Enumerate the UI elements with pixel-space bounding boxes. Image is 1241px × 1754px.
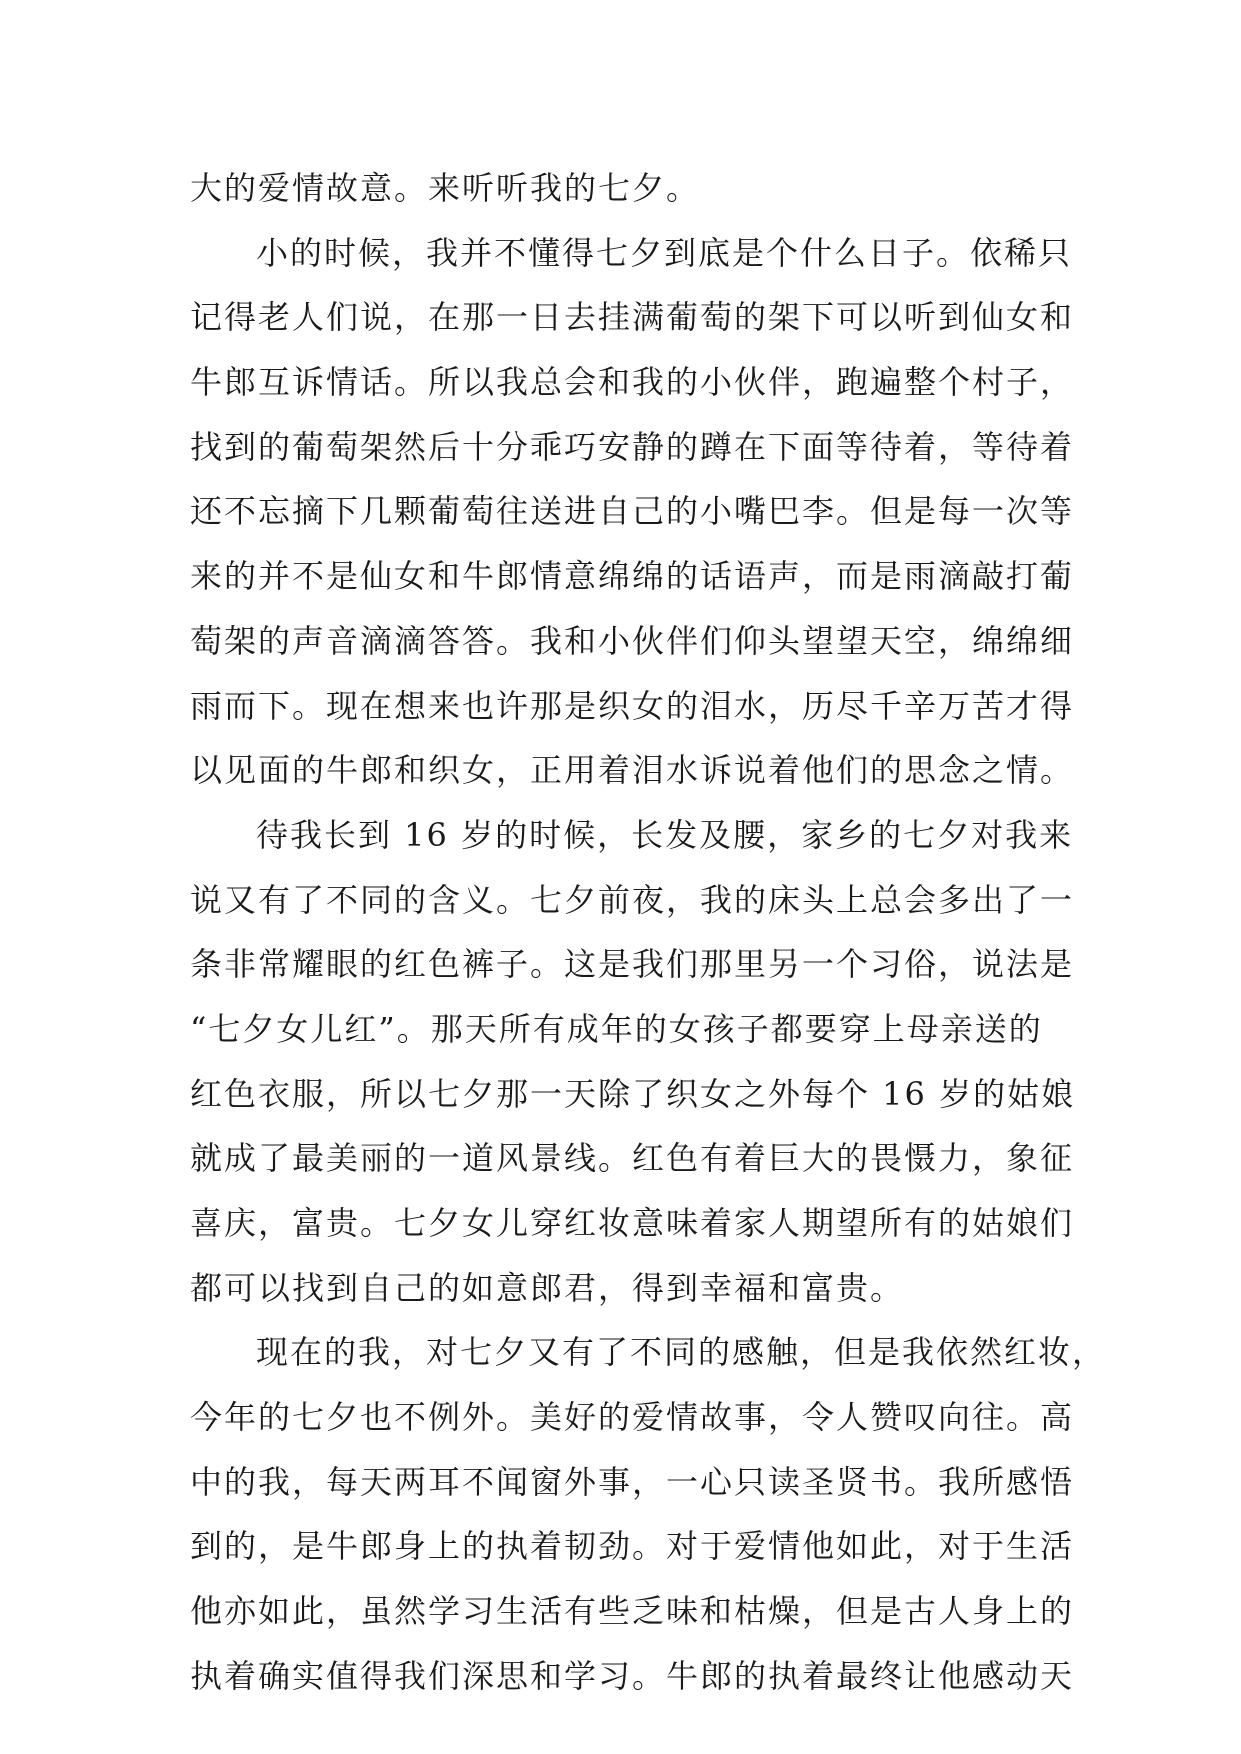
text-line: 中的我，每天两耳不闻窗外事，一心只读圣贤书。我所感悟 [190,1462,1075,1501]
text-line: 牛郎互诉情话。所以我总会和我的小伙伴，跑遍整个村子， [190,363,1075,402]
document-body [190,156,1107,1709]
text-line: “七夕女儿红”。那天所有成年的女孩子都要穿上母亲送的 [190,1009,1043,1048]
text-line: 来的并不是仙女和牛郎情意绵绵的话语声，而是雨滴敲打葡 [190,557,1075,596]
text-line: 雨而下。现在想来也许那是织女的泪水，历尽千辛万苦才得 [190,686,1075,725]
text-line: 红色衣服，所以七夕那一天除了织女之外每个 16 岁的姑娘 [190,1074,1076,1113]
text-line: 以见面的牛郎和织女，正用着泪水诉说着他们的思念之情。 [190,751,1075,790]
text-line: 找到的葡萄架然后十分乖巧安静的蹲在下面等待着，等待着 [190,427,1075,466]
text-line: 说又有了不同的含义。七夕前夜，我的床头上总会多出了一 [190,880,1075,919]
text-line: 还不忘摘下几颗葡萄往送进自己的小嘴巴李。但是每一次等 [190,492,1075,531]
text-line: 大的爱情故意。来听听我的七夕。 [190,169,701,207]
text-line: 条非常耀眼的红色裤子。这是我们那里另一个习俗，说法是 [190,945,1075,984]
text-line: 他亦如此，虽然学习生活有些乏味和枯燥，但是古人身上的 [190,1592,1075,1631]
text-line: 到的，是牛郎身上的执着韧劲。对于爱情他如此，对于生活 [190,1527,1075,1566]
text-line: 就成了最美丽的一道风景线。红色有着巨大的畏慑力，象征 [190,1139,1075,1178]
text-line: 待我长到 16 岁的时候，长发及腰，家乡的七夕对我来 [256,815,1074,854]
text-line: 今年的七夕也不例外。美好的爱情故事，令人赞叹向往。高 [190,1398,1075,1437]
text-line: 萄架的声音滴滴答答。我和小伙伴们仰头望望天空，绵绵细 [190,621,1075,660]
text-line: 执着确实值得我们深思和学习。牛郎的执着最终让他感动天 [190,1656,1075,1695]
text-line: 现在的我，对七夕又有了不同的感触，但是我依然红妆， [256,1333,1107,1372]
text-line: 记得老人们说，在那一日去挂满葡萄的架下可以听到仙女和 [190,298,1075,337]
text-line: 都可以找到自己的如意郎君，得到幸福和富贵。 [190,1268,905,1307]
text-line: 小的时候，我并不懂得七夕到底是个什么日子。依稀只 [256,233,1073,272]
text-line: 喜庆，富贵。七夕女儿穿红妆意味着家人期望所有的姑娘们 [190,1204,1075,1242]
